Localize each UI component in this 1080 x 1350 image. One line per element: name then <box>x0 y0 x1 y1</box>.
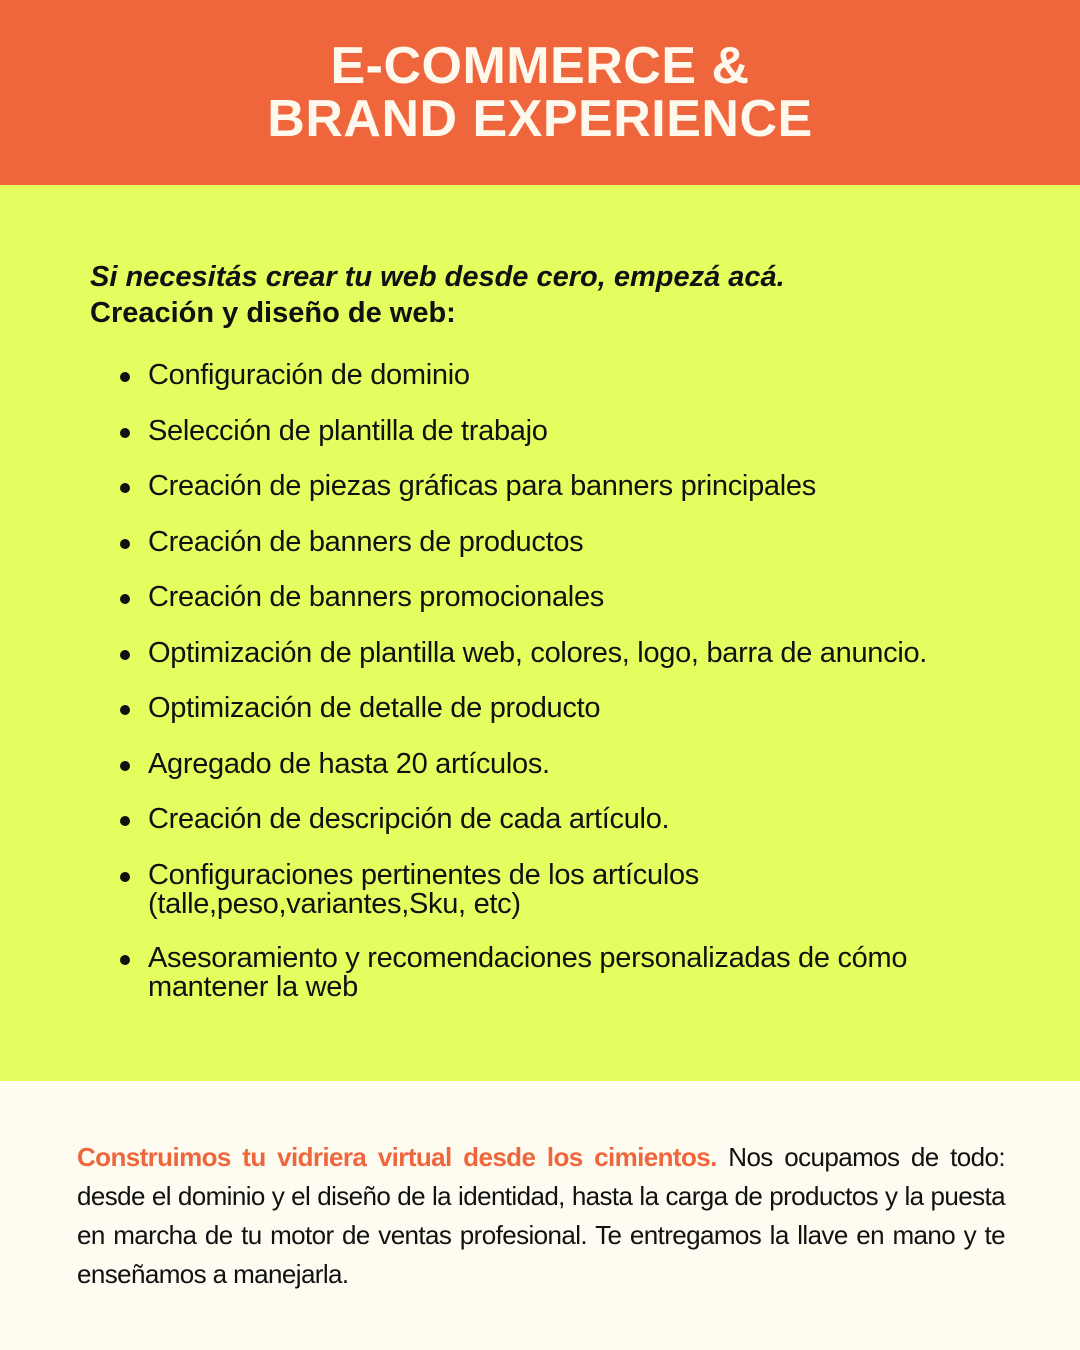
list-item: Agregado de hasta 20 artículos. <box>118 750 1018 779</box>
list-item: Creación de descripción de cada artículo. <box>118 805 1018 834</box>
page-title-line-2: BRAND EXPERIENCE <box>267 89 813 148</box>
list-item: Configuración de dominio <box>118 361 1018 390</box>
intro-tagline: Si necesitás crear tu web desde cero, empezá acá. <box>90 261 785 293</box>
list-item: Optimización de plantilla web, colores, logo, barra de anuncio. <box>118 639 1018 668</box>
footer-section <box>0 1081 1080 1350</box>
services-heading: Creación y diseño de web: <box>90 297 456 329</box>
list-item: Creación de banners de productos <box>118 528 1018 557</box>
list-item: Creación de piezas gráficas para banners principales <box>118 472 1018 501</box>
services-section <box>0 185 1080 1081</box>
footer-highlight: Construimos tu vidriera virtual desde los cimientos. <box>77 1142 717 1172</box>
list-item: Optimización de detalle de producto <box>118 694 1018 723</box>
list-item: Asesoramiento y recomendaciones personalizadas de cómo mantener la web <box>118 944 1018 1002</box>
intro-block <box>90 259 785 331</box>
page-title-line-1: E-COMMERCE & <box>330 36 750 95</box>
footer-body: Nos ocupamos de todo: desde el dominio y el diseño de la identidad, hasta la carga de productos y la puesta en marcha de tu motor de ventas profesional. Te entregamos la llave en mano y te enseñamos a manejarla. <box>77 1142 1005 1289</box>
services-list <box>118 361 1018 1027</box>
list-item: Creación de banners promocionales <box>118 583 1018 612</box>
list-item: Configuraciones pertinentes de los artículos (talle,peso,variantes,Sku, etc) <box>118 861 1018 919</box>
footer-paragraph <box>77 1138 1005 1294</box>
list-item: Selección de plantilla de trabajo <box>118 417 1018 446</box>
header-banner <box>0 0 1080 185</box>
